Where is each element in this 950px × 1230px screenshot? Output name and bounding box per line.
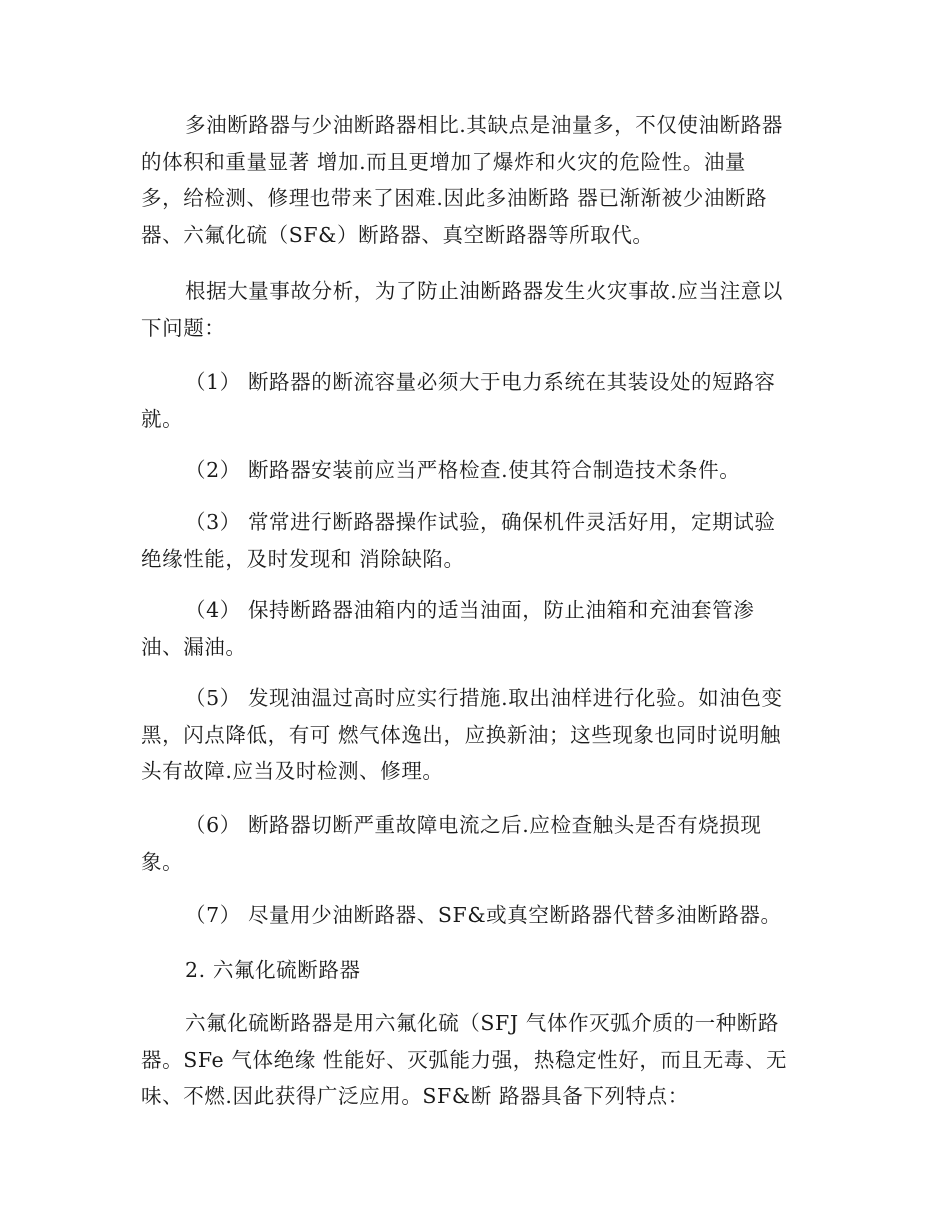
text-line: 就。: [141, 406, 184, 431]
text-line: 多油断路器与少油断路器相比.其缺点是油量多，不仅使油断路器: [185, 113, 783, 137]
text-line: 黑，闪点降低，有可 燃气体逸出，应换新油；这些现象也同时说明触: [141, 722, 782, 747]
text-line: 油、漏油。: [141, 634, 247, 659]
text-line: 2. 六氟化硫断路器: [185, 958, 361, 982]
list-item-1: [141, 364, 811, 437]
text-line: 象。: [141, 849, 184, 874]
paragraph-sf6-description: [141, 1005, 811, 1115]
text-line: 器、六氟化硫（SF&）断路器、真空断路器等所取代。: [141, 222, 654, 247]
paragraph-oil-breaker-drawbacks: [141, 107, 811, 253]
list-item-3: [141, 504, 811, 577]
section-heading-sf6-breaker: [141, 952, 811, 989]
text-line: 味、不燃.因此获得广泛应用。SF&断 路器具备下列特点：: [141, 1084, 689, 1108]
list-item-5: [141, 680, 811, 790]
text-line: 多，给检测、修理也带来了困难.因此多油断路 器已渐渐被少油断路: [141, 186, 768, 210]
text-line: 器。SFe 气体绝缘 性能好、灭弧能力强，热稳定性好，而且无毒、无: [141, 1047, 788, 1072]
text-line: （5） 发现油温过高时应实行措施.取出油样进行化验。如油色变: [185, 686, 783, 710]
text-line: 六氟化硫断路器是用六氟化硫（SFJ 气体作灭弧介质的一种断路: [185, 1011, 780, 1035]
text-line: 下问题：: [141, 315, 226, 340]
text-line: （7） 尽量用少油断路器、SF&或真空断路器代替多油断路器。: [185, 903, 782, 927]
list-item-2: [141, 452, 811, 489]
text-line: （2） 断路器安装前应当严格检查.使其符合制造技术条件。: [185, 458, 741, 482]
text-line: 头有故障.应当及时检测、修理。: [141, 759, 444, 783]
list-item-4: [141, 592, 811, 665]
text-line: （4） 保持断路器油箱内的适当油面，防止油箱和充油套管渗: [185, 598, 755, 622]
text-line: （3） 常常进行断路器操作试验，确保机件灵活好用，定期试验: [185, 510, 776, 534]
paragraph-fire-prevention-intro: [141, 273, 811, 346]
text-line: 绝缘性能，及时发现和 消除缺陷。: [141, 546, 465, 571]
list-item-7: [141, 897, 811, 934]
text-line: （6） 断路器切断严重故障电流之后.应检查触头是否有烧损现: [185, 813, 762, 837]
text-line: （1） 断路器的断流容量必须大于电力系统在其装设处的短路容: [185, 370, 776, 394]
list-item-6: [141, 807, 811, 880]
text-line: 根据大量事故分析，为了防止油断路器发生火灾事故.应当注意以: [185, 279, 783, 303]
text-line: 的体积和重量显著 增加.而且更增加了爆炸和火灾的危险性。油量: [141, 149, 747, 174]
